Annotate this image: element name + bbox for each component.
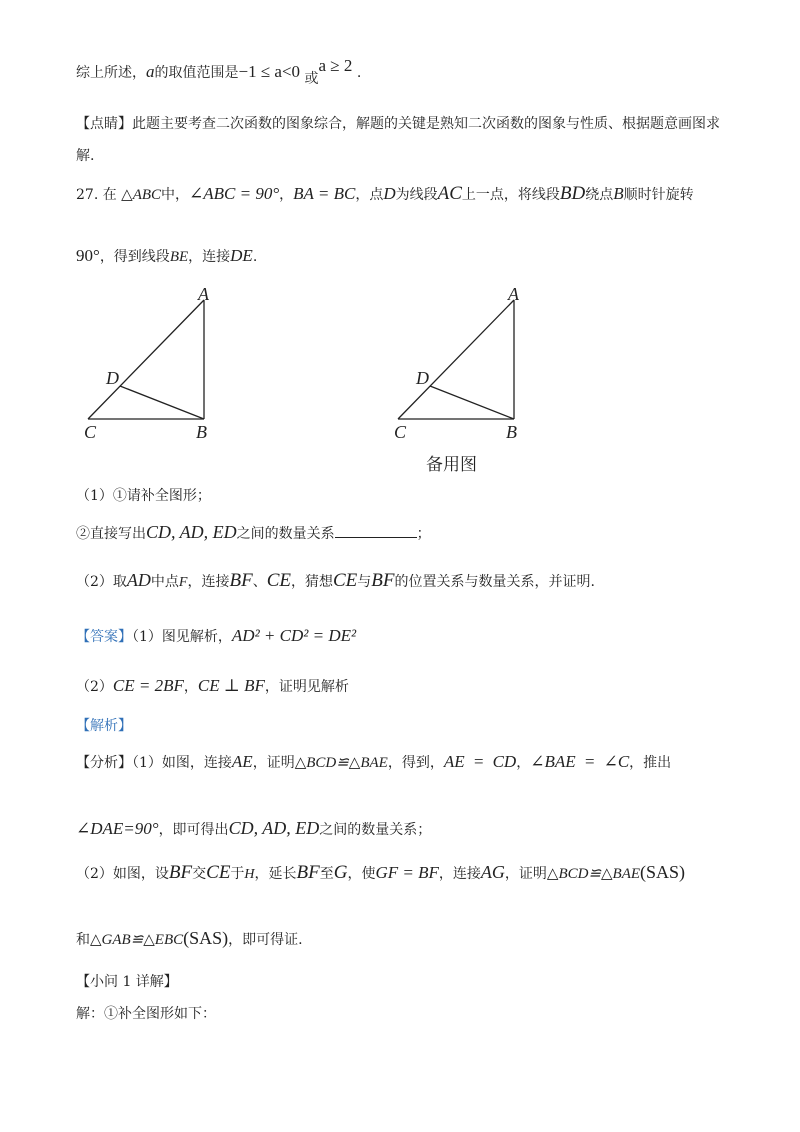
text: ②直接写出	[76, 526, 146, 542]
congruence-1: △BCD≌△BAE	[294, 755, 388, 771]
var-be: BE	[169, 249, 189, 265]
eq-gf-bf: GF = BF	[375, 863, 439, 882]
text: 于	[230, 866, 245, 882]
text: ，	[516, 755, 531, 771]
text: 的位置关系与数量关系，并证明.	[394, 574, 595, 590]
triangle-abc: △ABC	[121, 187, 162, 203]
dianjing-line-2	[76, 146, 94, 166]
text-or: 或	[304, 71, 319, 87]
text: ，证明	[504, 866, 547, 882]
range-2: a ≥ 2	[318, 56, 353, 75]
text: ，证明	[252, 755, 295, 771]
var-bf: BF	[168, 862, 193, 883]
angle-abc: ∠ABC = 90°	[189, 184, 280, 203]
var-bf: BF	[371, 570, 395, 591]
text: ，得到，	[387, 755, 444, 771]
label-d: D	[416, 368, 429, 388]
var-bf: BF	[229, 570, 253, 591]
text: ，推出	[629, 755, 672, 771]
text: 、	[252, 574, 267, 590]
label-d: D	[106, 368, 119, 388]
text: 的取值范围是	[154, 65, 239, 81]
var-ag: AG	[480, 862, 505, 882]
text: .	[252, 249, 258, 265]
label-b: B	[506, 422, 517, 442]
text: 之间的数量关系；	[319, 822, 432, 838]
part-1-text: （1）①请补全图形；	[76, 488, 211, 504]
jiexi-line	[76, 716, 132, 736]
dianjing-text: 此题主要考查二次函数的图象综合，解题的关键是熟知二次函数的图象与性质、根据题意画图求	[132, 116, 720, 132]
text: 至	[319, 866, 334, 882]
text: ，证明见解析	[264, 679, 349, 695]
text: 和	[76, 932, 90, 948]
fenxi-line-2	[76, 818, 431, 840]
text: （2）如图，设	[76, 866, 169, 882]
dianjing-tag: 【点睛】	[76, 116, 132, 132]
text: 中点	[150, 574, 179, 590]
range-1: −1 ≤ a<0	[238, 62, 301, 81]
label-a: A	[508, 284, 519, 304]
answer-line-2	[76, 676, 349, 697]
congruence-2: △GAB≌△EBC	[90, 932, 184, 948]
var-g: G	[333, 862, 348, 883]
part-2-line	[76, 570, 595, 593]
dianjing-line-1	[76, 114, 720, 134]
var-ae: AE	[231, 752, 253, 771]
eq-ae-cd: AE = CD	[443, 752, 517, 771]
answer-blank	[335, 523, 417, 538]
xiaowen-tag: 【小问 1 详解】	[76, 974, 178, 990]
period: .	[356, 65, 362, 81]
fenxi-line-3	[76, 862, 685, 885]
answer-tag: 【答案】	[76, 629, 132, 645]
answer-line-1	[76, 626, 356, 647]
text: ，使	[347, 866, 376, 882]
xiaowen-line	[76, 972, 178, 992]
angle-dae: ∠DAE=90°	[76, 819, 159, 838]
text: 中，	[161, 187, 190, 203]
text: 为线段	[395, 187, 438, 203]
dianjing-text-2: 解.	[76, 148, 95, 164]
triangle-figures	[0, 280, 800, 450]
var-ad: AD	[126, 570, 151, 590]
fenxi-line-4	[76, 928, 303, 950]
var-de: DE	[230, 246, 253, 265]
text: ，连接	[187, 574, 230, 590]
text: 绕点	[585, 187, 614, 203]
text: 在	[102, 187, 117, 203]
figure-caption: 备用图	[426, 455, 477, 475]
angle-90: 90°	[76, 246, 100, 265]
answer-formula: AD² + CD² = DE²	[231, 626, 357, 645]
formula-ce-perp-bf: CE ⊥ BF	[197, 676, 265, 695]
text: ，即可得证.	[228, 932, 303, 948]
eq-angle-bae: ∠BAE = ∠C	[530, 752, 630, 771]
text: ，延长	[254, 866, 297, 882]
text: ；	[416, 526, 431, 542]
vars-cd-ad-ed: CD, AD, ED	[228, 818, 320, 838]
question-27-line-2	[76, 246, 257, 267]
var-ac: AC	[437, 183, 462, 204]
text: 与	[357, 574, 372, 590]
eq-ba-bc: BA = BC	[293, 184, 356, 203]
var-f: F	[178, 575, 188, 590]
var-d: D	[383, 184, 396, 203]
part-1-line-2	[76, 522, 431, 544]
part-1-line-1	[76, 486, 211, 506]
var-a: a	[146, 62, 155, 81]
text: ，连接	[188, 249, 231, 265]
label-b: B	[196, 422, 207, 442]
label-c: C	[84, 422, 97, 442]
jiexi-tag: 【解析】	[76, 718, 132, 734]
text: （1）图见解析，	[132, 629, 232, 645]
triangle-figure-main	[84, 284, 210, 442]
text: （1）如图，连接	[132, 755, 232, 771]
text: 顺时针旋转	[623, 187, 694, 203]
jie-text: 解：①补全图形如下：	[76, 1006, 216, 1022]
triangle-figure-backup	[394, 284, 520, 442]
text: 上一点，将线段	[461, 187, 560, 203]
text: 综上所述，	[76, 65, 146, 81]
fenxi-line-1	[76, 752, 671, 773]
jie-line	[76, 1004, 216, 1024]
question-27-line-1	[76, 184, 694, 205]
text: ，点	[355, 187, 384, 203]
label-c: C	[394, 422, 407, 442]
var-ce: CE	[206, 862, 231, 883]
fenxi-tag: 【分析】	[76, 755, 132, 771]
sas: (SAS)	[183, 928, 229, 948]
var-b: B	[613, 184, 624, 203]
sas: (SAS)	[640, 862, 686, 882]
text: ，	[279, 187, 294, 203]
text: ，猜想	[290, 574, 333, 590]
var-bd: BD	[559, 183, 586, 204]
var-h: H	[244, 867, 255, 882]
text: 之间的数量关系	[236, 526, 335, 542]
label-a: A	[198, 284, 209, 304]
var-bf: BF	[296, 862, 320, 883]
text: （2）取	[76, 574, 127, 590]
formula-ce-2bf: CE = 2BF	[112, 676, 184, 695]
congruence-1: △BCD≌△BAE	[546, 866, 641, 882]
text: ，连接	[438, 866, 481, 882]
text: （2）	[76, 679, 113, 695]
var-ce: CE	[332, 570, 358, 591]
text: ，得到线段	[99, 249, 170, 265]
vars-cd-ad-ed: CD, AD, ED	[146, 522, 237, 542]
question-number: 27.	[76, 187, 99, 203]
text: ，	[183, 679, 198, 695]
text: 交	[192, 866, 207, 882]
conclusion-line	[76, 56, 362, 87]
text: ，即可得出	[158, 822, 229, 838]
var-ce: CE	[266, 570, 291, 591]
